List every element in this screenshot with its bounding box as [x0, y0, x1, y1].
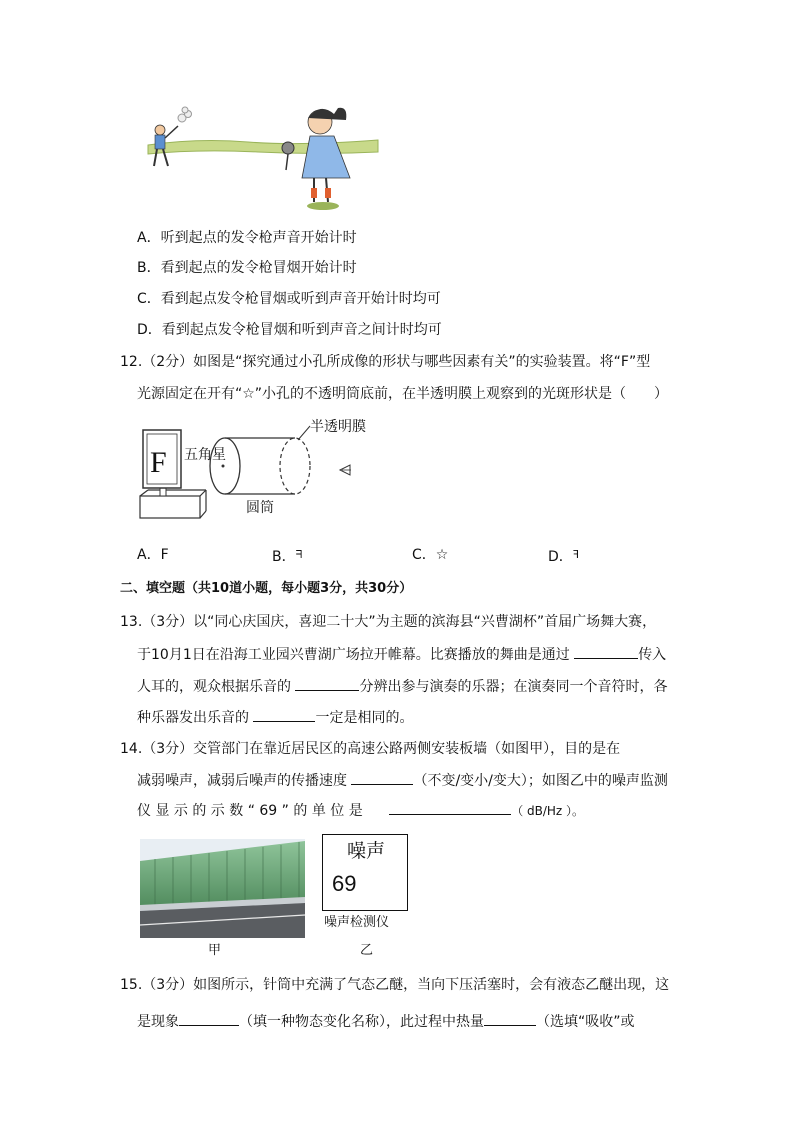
label-yi: 乙 [360, 943, 374, 958]
q12-stem-line1: 12.（2分）如图是“探究通过小孔所成像的形状与哪些因素有关”的实验装置。将“F”型 [120, 354, 651, 370]
q13-blank-1[interactable] [574, 644, 638, 659]
q14-line3 [137, 800, 584, 821]
q13-blank-2[interactable] [295, 676, 359, 691]
q12-option-b-glyph: ᖷ [295, 548, 303, 561]
q14-line3-text-a: 仪 显 示 的 示 数 “ 69 ” 的 单 位 是 [137, 803, 363, 819]
q12-option-d-glyph: ꟻ [572, 548, 580, 561]
q14-line3-text-b: （ dB/Hz ）。 [511, 804, 585, 818]
q14-blank-1[interactable] [351, 770, 413, 785]
light-source-letter: F [150, 446, 167, 479]
q12-stem-line2: 光源固定在开有“☆”小孔的不透明筒底前，在半透明膜上观察到的光斑形状是（ ） [137, 386, 669, 402]
q11-option-c: C．看到起点发令枪冒烟或听到声音开始计时均可 [137, 291, 441, 307]
noise-meter-title: 噪声 [347, 840, 386, 862]
q13-blank-3[interactable] [253, 707, 315, 722]
star-hole-label: 五角星 [184, 447, 226, 463]
q11-option-b: B．看到起点的发令枪冒烟开始计时 [137, 260, 357, 276]
q12-option-d-prefix: D． [548, 549, 573, 565]
q11-option-d: D．看到起点发令枪冒烟和听到声音之间计时均可 [137, 322, 442, 338]
q15-line2-text-c: （选填“吸收”或 [536, 1014, 635, 1030]
q15-blank-2[interactable] [484, 1011, 536, 1026]
q14-line2 [137, 770, 668, 791]
q14-blank-2[interactable] [389, 800, 511, 815]
label-jia: 甲 [208, 943, 222, 958]
race-timing-illustration [138, 100, 383, 212]
q13-line4-text-b: 一定是相同的。 [315, 710, 414, 726]
translucent-film-label: 半透明膜 [310, 419, 366, 435]
q12-option-a: A．F [137, 547, 169, 563]
q11-option-a: A．听到起点的发令枪声音开始计时 [137, 230, 357, 246]
q13-line3 [137, 676, 667, 697]
noise-meter-caption: 噪声检测仪 [324, 915, 390, 930]
section-heading: 二、填空题（共10道小题，每小题3分，共30分） [120, 581, 413, 596]
highway-barrier-photo [140, 839, 305, 938]
q13-line2-text-b: 传入 [638, 647, 667, 663]
noise-meter-value: 69 [332, 871, 357, 896]
q12-option-d [548, 545, 579, 567]
q13-line3-text-a: 人耳的，观众根据乐音的 [137, 679, 291, 695]
cylinder-label: 圆筒 [246, 500, 274, 516]
q13-line2-text-a: 于10月1日在沿海工业园兴曹湖广场拉开帷幕。比赛播放的舞曲是通过 [137, 647, 570, 663]
q13-line1: 13.（3分）以“同心庆国庆，喜迎二十大”为主题的滨海县“兴曹湖杯”首届广场舞大赛， [120, 614, 657, 630]
q15-line2-text-b: （填一种物态变化名称），此过程中热量 [239, 1014, 484, 1030]
q14-line2-text-a: 减弱噪声，减弱后噪声的传播速度 [137, 773, 347, 789]
q13-line4-text-a: 种乐器发出乐音的 [137, 710, 249, 726]
q13-line4 [137, 707, 413, 728]
q15-line1: 15.（3分）如图所示，针筒中充满了气态乙醚，当向下压活塞时，会有液态乙醚出现，这 [120, 977, 670, 993]
q12-option-c: C．☆ [412, 547, 449, 563]
q14-line2-text-b: （不变/变小/变大）；如图乙中的噪声监测 [413, 773, 668, 789]
q15-blank-1[interactable] [179, 1011, 239, 1026]
q15-line2-text-a: 是现象 [137, 1014, 179, 1030]
q13-line2 [137, 644, 666, 665]
q13-line3-text-b: 分辨出参与演奏的乐器；在演奏同一个音符时，各 [359, 679, 668, 695]
q12-option-b-prefix: B． [272, 549, 296, 565]
q14-line1: 14.（3分）交管部门在靠近居民区的高速公路两侧安装板墙（如图甲），目的是在 [120, 741, 621, 757]
q15-line2 [137, 1011, 635, 1032]
q12-option-b [272, 545, 302, 567]
